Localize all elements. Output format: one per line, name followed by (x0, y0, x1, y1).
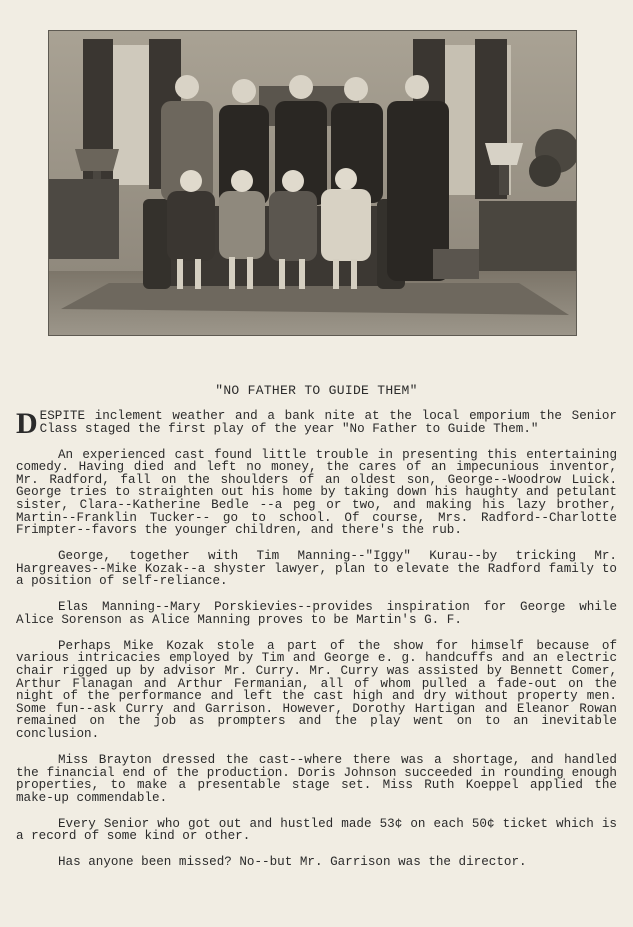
paragraph-1-text: ESPITE inclement weather and a bank nite at the local emporium the Senior Class staged the first play of the year "No Father to Guide Them." (39, 409, 617, 436)
paragraph-5 (16, 640, 617, 741)
cast-photograph (48, 30, 577, 336)
paragraph-3-text: George, together with Tim Manning--"Iggy" Kurau--by tricking Mr. Hargreaves--Mike Kozak--a shyster lawyer, plan to elevate the Radford family to a position of self-reliance. (16, 549, 617, 589)
paragraph-1 (16, 407, 617, 440)
paragraph-2-text: An experienced cast found little trouble in presenting this entertaining comedy. Having died and left no money, the cares of an impecunious inventor, Mr. Radford, fall on the shoulders of an oldest son, George--Woodrow Luick. George tries to straighten out his home by taking down his haughty and petulant sister, Clara--Katherine Bedle --a peg or two, and making his lazy brother, Martin--Franklin Tucker-- go to school. Of course, Mrs. Radford--Charlotte Frimpter--favors the younger children, and there's the rub. (16, 447, 617, 538)
paragraph-7-text: Every Senior who got out and hustled made 53¢ on each 50¢ ticket which is a record of some kind or other. (16, 816, 617, 844)
paragraph-8 (16, 856, 617, 869)
paragraph-4-text: Elas Manning--Mary Porskievies--provides inspiration for George while Alice Sorenson as Alice Manning proves to be Martin's G. F. (16, 600, 617, 627)
paragraph-8-text: Has anyone been missed? No--but Mr. Garrison was the director. (58, 855, 527, 870)
paragraph-4 (16, 601, 617, 626)
article-title: "NO FATHER TO GUIDE THEM" (215, 383, 418, 398)
paragraph-7 (16, 818, 617, 843)
drop-cap: D (16, 407, 38, 440)
paragraph-6-text: Miss Brayton dressed the cast--where there was a shortage, and handled the financial end of the production. Doris Johnson succeeded in rounding enough properties, to make a presentable stage set. Miss Ruth Koeppel applied the make-up commendable. (16, 753, 617, 805)
article-body (16, 407, 617, 882)
paragraph-2 (16, 449, 617, 537)
paragraph-5-text: Perhaps Mike Kozak stole a part of the show for himself because of various intricacies employed by Tim and George e. g. handcuffs and an electric chair rigged up by advisor Mr. Curry. Mr. Curry was assisted by Bennett Comer, Arthur Flanagan and Arthur Fermanian, all of whom pulled a fade-out on the night of the performance and left the cast high and dry without property men. Some fun--ask Curry and Garrison. However, Dorothy Hartigan and Eleanor Rowan remained on the job as prompters and the play went on to an inevitable conclusion. (16, 638, 617, 742)
paragraph-3 (16, 550, 617, 588)
cast-photograph-image (49, 31, 576, 335)
paragraph-6 (16, 754, 617, 804)
